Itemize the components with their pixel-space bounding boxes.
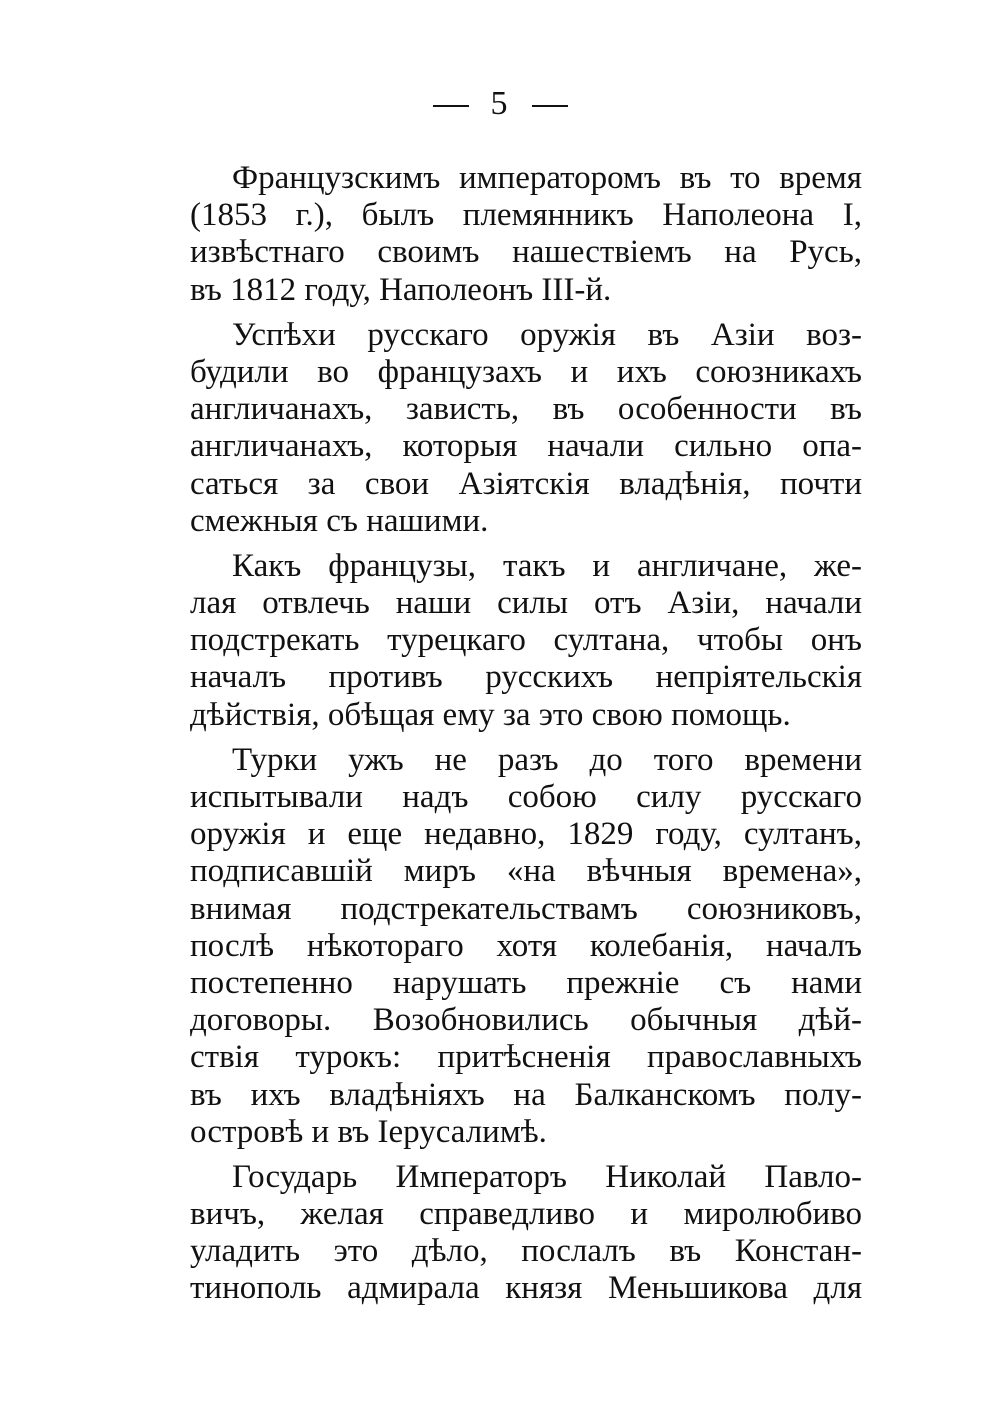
text-line: оружія и еще недавно, 1829 году, султанъ, (190, 816, 862, 853)
paragraph-gap (190, 309, 862, 317)
text-line: извѣстнаго своимъ нашествіемъ на Русь, (190, 234, 862, 271)
paragraph-1 (190, 160, 862, 309)
text-line: будили во французахъ и ихъ союзникахъ (190, 353, 862, 390)
text-line: подписавшій миръ «на вѣчныя времена», (190, 853, 862, 890)
page-header (0, 84, 1000, 124)
text-line: постепенно нарушать прежніе съ нами (190, 964, 862, 1001)
text-line: испытывали надъ собою силу русскаго (190, 779, 862, 815)
paragraph-2 (190, 317, 862, 540)
text-line: смежныя съ нашими. (190, 502, 489, 539)
text-line: дѣйствія, обѣщая ему за это свою помощь. (190, 696, 791, 733)
paragraph-gap (190, 1151, 862, 1159)
paragraph-3 (190, 548, 862, 734)
text-line: саться за свои Азіятскія владѣнія, почти (190, 465, 862, 502)
text-line: въ 1812 году, Наполеонъ III-й. (190, 271, 612, 308)
text-line: Турки ужъ не разъ до того времени (232, 741, 862, 778)
text-line: договоры. Возобновились обычныя дѣй- (190, 1002, 862, 1039)
text-line: вичъ, желая справедливо и миролюбиво (190, 1196, 862, 1233)
text-line: Французскимъ императоромъ въ то время (232, 160, 862, 196)
left-dash (433, 105, 469, 107)
text-line: англичанахъ, которыя начали сильно опа- (190, 428, 862, 465)
paragraph-gap (190, 734, 862, 742)
page-number: 5 (490, 85, 510, 122)
paragraph-gap (190, 540, 862, 548)
right-dash (532, 105, 568, 107)
text-line: англичанахъ, зависть, въ особенности въ (190, 391, 862, 428)
paragraph-4 (190, 742, 862, 1151)
text-line: лая отвлечь наши силы отъ Азіи, начали (190, 585, 862, 622)
text-line: въ ихъ владѣніяхъ на Балканскомъ полу- (190, 1076, 862, 1113)
text-line: островѣ и въ Іерусалимѣ. (190, 1113, 547, 1150)
text-line: внимая подстрекательствамъ союзниковъ, (190, 890, 862, 927)
text-line: тинополь адмирала князя Меньшикова для (190, 1270, 862, 1307)
text-line: подстрекать турецкаго султана, чтобы онъ (190, 622, 862, 659)
text-line: Государь Императоръ Николай Павло- (232, 1158, 862, 1195)
text-line: послѣ нѣкотораго хотя колебанія, началъ (190, 927, 862, 964)
text-line: началъ противъ русскихъ непріятельскія (190, 659, 862, 696)
body-text (190, 160, 862, 1308)
paragraph-5 (190, 1159, 862, 1308)
text-line: уладить это дѣло, послалъ въ Констан- (190, 1233, 862, 1270)
text-line: ствія турокъ: притѣсненія православныхъ (190, 1039, 862, 1076)
text-line: (1853 г.), былъ племянникъ Наполеона I, (190, 197, 862, 234)
text-line: Какъ французы, такъ и англичане, же- (232, 547, 862, 584)
text-line: Успѣхи русскаго оружія въ Азіи воз- (232, 316, 862, 353)
